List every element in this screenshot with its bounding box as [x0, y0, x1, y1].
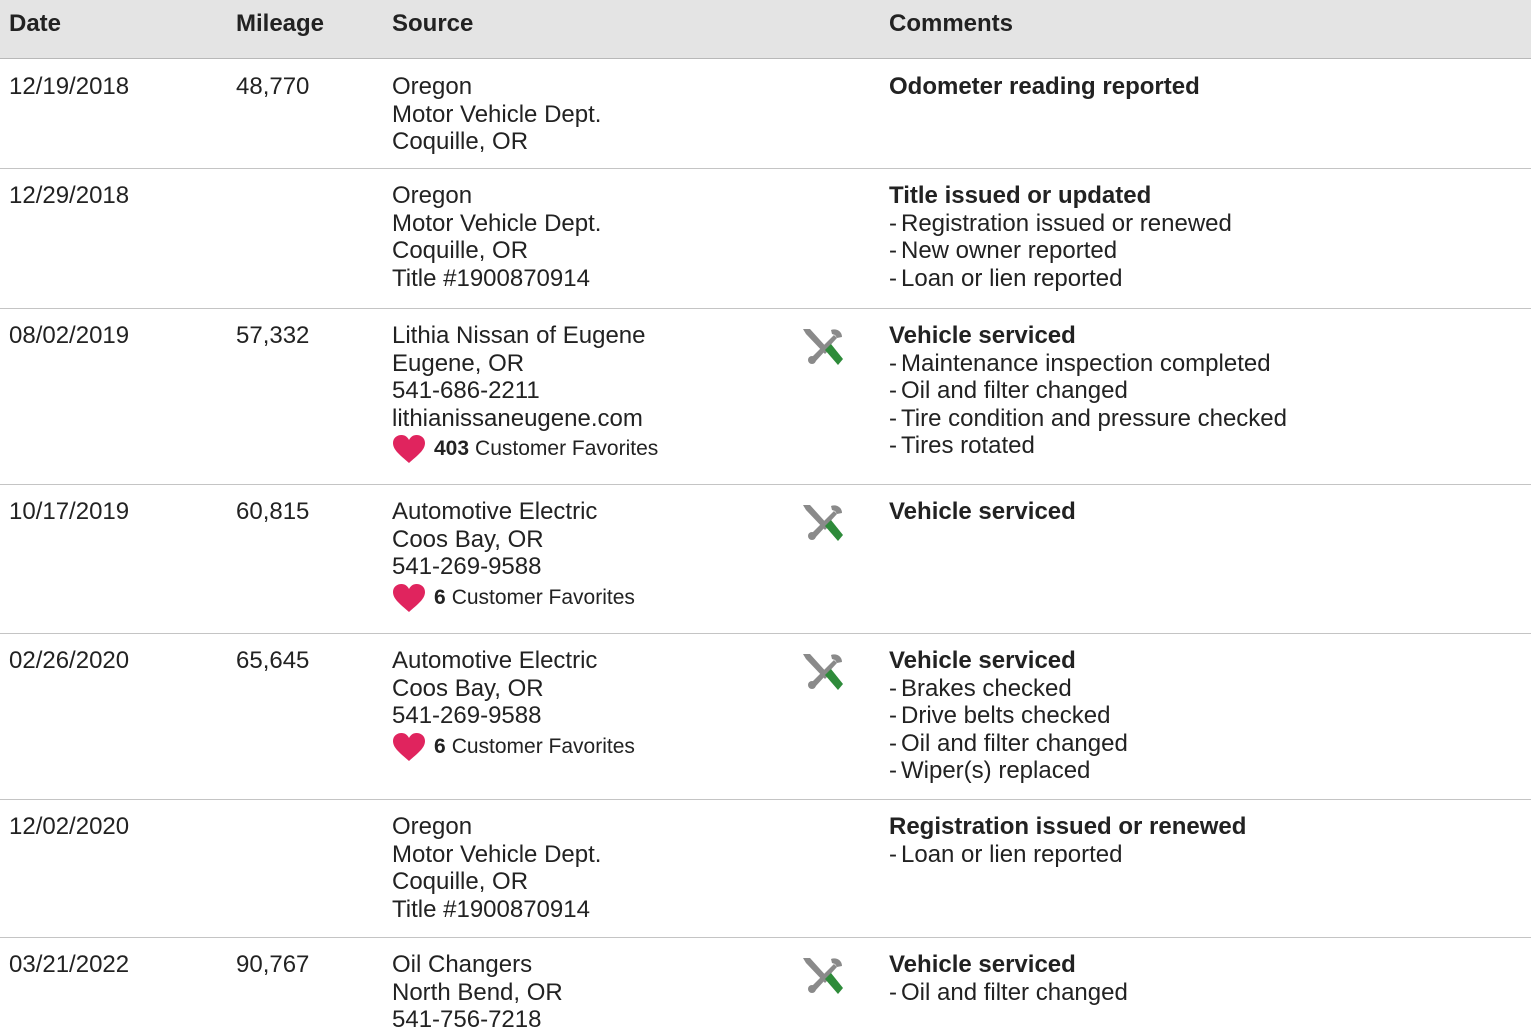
table-header [0, 0, 1531, 59]
source-website-link[interactable]: lithianissaneugene.com [392, 404, 643, 432]
row-mileage: 65,645 [236, 647, 310, 674]
comment-item [889, 675, 1128, 703]
source-line: Oregon [392, 182, 473, 209]
source-line: Oregon [392, 73, 473, 100]
comment-item-text: Wiper(s) replaced [901, 757, 1091, 784]
row-date: 12/29/2018 [9, 182, 130, 209]
source-line: 541-269-9588 [392, 702, 542, 729]
table-row [0, 169, 1531, 309]
comment-item [889, 237, 1232, 265]
comment-item-text: Drive belts checked [901, 702, 1111, 729]
source-line: Coquille, OR [392, 868, 529, 895]
row-mileage: 60,815 [236, 498, 310, 525]
heart-icon [392, 434, 426, 464]
row-date: 10/17/2019 [9, 498, 130, 525]
source-line: Coquille, OR [392, 237, 529, 264]
table-row [0, 60, 1531, 169]
comment-item-text: Maintenance inspection completed [901, 349, 1271, 377]
comment-item-text: New owner reported [901, 237, 1118, 264]
row-date: 12/19/2018 [9, 73, 130, 100]
wrench-screwdriver-icon [800, 502, 844, 542]
bullet-dash: - [889, 674, 897, 702]
comment-item [889, 405, 1287, 433]
row-source [392, 647, 635, 762]
bullet-dash: - [889, 978, 897, 1006]
row-date: 03/21/2022 [9, 951, 130, 978]
source-line: Title #1900870914 [392, 895, 590, 923]
source-line: Motor Vehicle Dept. [392, 209, 602, 237]
comment-title: Vehicle serviced [889, 498, 1076, 525]
source-line: Automotive Electric [392, 498, 598, 525]
source-line: 541-756-7218 [392, 1006, 542, 1028]
header-date: Date [9, 10, 62, 37]
comment-item [889, 730, 1128, 758]
comment-item-text: Brakes checked [901, 674, 1072, 702]
customer-favorites [392, 583, 635, 613]
comment-item [889, 702, 1128, 730]
source-line: Coos Bay, OR [392, 525, 544, 553]
comment-item-text: Oil and filter changed [901, 978, 1128, 1006]
favorites-count: 6 [434, 734, 446, 758]
table-row [0, 485, 1531, 634]
favorites-count: 403 [434, 437, 470, 461]
table-row [0, 938, 1531, 1028]
header-mileage: Mileage [236, 10, 325, 37]
source-line: Oregon [392, 813, 473, 840]
comment-title: Title issued or updated [889, 182, 1152, 209]
favorites-count: 6 [434, 585, 446, 609]
heart-icon [392, 583, 426, 613]
comment-item-text: Registration issued or renewed [901, 209, 1232, 237]
row-mileage: 57,332 [236, 322, 310, 349]
bullet-dash: - [889, 840, 897, 868]
row-date: 02/26/2020 [9, 647, 130, 674]
row-date: 12/02/2020 [9, 813, 130, 840]
row-mileage: 48,770 [236, 73, 310, 100]
row-source [392, 322, 658, 464]
source-line: Motor Vehicle Dept. [392, 840, 602, 868]
comment-item-text: Oil and filter changed [901, 729, 1128, 757]
comment-title: Vehicle serviced [889, 322, 1076, 349]
source-line: Title #1900870914 [392, 264, 590, 292]
row-comments [889, 647, 1128, 785]
comment-item-text: Oil and filter changed [901, 377, 1128, 404]
comment-item-text: Loan or lien reported [901, 264, 1123, 292]
comment-item-text: Loan or lien reported [901, 840, 1123, 868]
comment-item [889, 210, 1232, 238]
favorites-label: Customer Favorites [475, 437, 659, 461]
comment-title: Odometer reading reported [889, 73, 1200, 100]
source-line: Lithia Nissan of Eugene [392, 322, 646, 349]
comment-item-text: Tires rotated [901, 432, 1035, 459]
row-comments [889, 322, 1287, 460]
bullet-dash: - [889, 757, 897, 784]
source-line: Coos Bay, OR [392, 674, 544, 702]
row-source [392, 73, 601, 156]
table-row [0, 634, 1531, 800]
favorites-label: Customer Favorites [451, 734, 635, 758]
wrench-screwdriver-icon [800, 955, 844, 995]
bullet-dash: - [889, 404, 897, 432]
customer-favorites [392, 434, 658, 464]
row-comments [889, 73, 1200, 101]
source-line: Eugene, OR [392, 349, 525, 377]
comment-item [889, 841, 1246, 869]
source-line: Oil Changers [392, 951, 533, 978]
source-line: Automotive Electric [392, 647, 598, 674]
table-row [0, 309, 1531, 485]
bullet-dash: - [889, 377, 897, 404]
row-mileage: 90,767 [236, 951, 310, 978]
bullet-dash: - [889, 729, 897, 757]
row-comments [889, 182, 1232, 292]
comment-title: Vehicle serviced [889, 951, 1076, 978]
heart-icon [392, 732, 426, 762]
comment-item [889, 265, 1232, 293]
row-source [392, 498, 635, 613]
customer-favorites [392, 732, 635, 762]
row-source [392, 813, 601, 923]
bullet-dash: - [889, 209, 897, 237]
comment-item [889, 979, 1128, 1007]
wrench-screwdriver-icon [800, 651, 844, 691]
comment-title: Vehicle serviced [889, 647, 1076, 674]
header-comments: Comments [889, 10, 1014, 37]
row-comments [889, 813, 1246, 868]
bullet-dash: - [889, 702, 897, 729]
bullet-dash: - [889, 349, 897, 377]
source-line: 541-686-2211 [392, 377, 540, 404]
row-comments [889, 951, 1128, 1006]
row-comments [889, 498, 1076, 526]
comment-item [889, 350, 1287, 378]
source-line: 541-269-9588 [392, 553, 542, 580]
comment-item-text: Tire condition and pressure checked [901, 404, 1287, 432]
bullet-dash: - [889, 432, 897, 459]
bullet-dash: - [889, 237, 897, 264]
comment-item [889, 432, 1287, 460]
wrench-screwdriver-icon [800, 326, 844, 366]
row-source [392, 951, 563, 1028]
source-line: Motor Vehicle Dept. [392, 100, 602, 128]
source-line: Coquille, OR [392, 128, 529, 155]
comment-item [889, 757, 1128, 785]
comment-title: Registration issued or renewed [889, 813, 1247, 840]
favorites-label: Customer Favorites [451, 585, 635, 609]
comment-item [889, 377, 1287, 405]
header-source: Source [392, 10, 474, 37]
table-row [0, 800, 1531, 938]
source-line: North Bend, OR [392, 978, 563, 1006]
row-source [392, 182, 601, 292]
bullet-dash: - [889, 264, 897, 292]
row-date: 08/02/2019 [9, 322, 130, 349]
